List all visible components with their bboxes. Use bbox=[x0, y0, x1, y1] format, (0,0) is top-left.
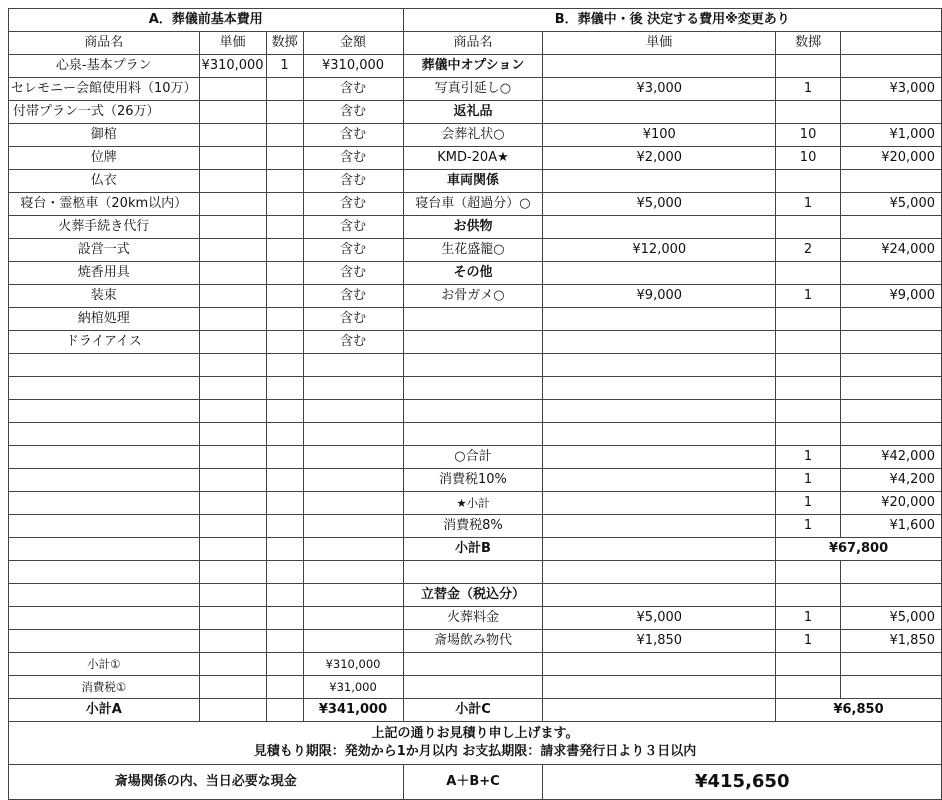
empty-cell bbox=[776, 55, 841, 78]
empty-cell bbox=[841, 262, 942, 285]
empty-cell bbox=[543, 331, 776, 354]
table-row bbox=[9, 446, 942, 469]
empty-cell bbox=[776, 354, 841, 377]
a-item-price bbox=[199, 239, 266, 262]
b-total-name: 消費税10% bbox=[403, 469, 543, 492]
a-item-qty bbox=[266, 262, 303, 285]
footer-message-row bbox=[9, 722, 942, 765]
b-item-name: 写真引延し○ bbox=[403, 78, 543, 101]
b-header: 単価 bbox=[543, 32, 776, 55]
b-category: その他 bbox=[403, 262, 543, 285]
empty-cell bbox=[199, 423, 266, 446]
empty-cell bbox=[543, 676, 776, 699]
a-item-name: 位牌 bbox=[9, 147, 200, 170]
a-item-qty bbox=[266, 239, 303, 262]
table-row bbox=[9, 423, 942, 446]
empty-cell bbox=[403, 377, 543, 400]
subtotal-a-value: ¥341,000 bbox=[303, 699, 403, 722]
section-b-title: B．葬儀中・後 決定する費用※変更あり bbox=[403, 9, 942, 32]
a-item-price bbox=[199, 170, 266, 193]
empty-cell bbox=[199, 400, 266, 423]
empty-cell bbox=[403, 308, 543, 331]
a-header: 数掷 bbox=[266, 32, 303, 55]
empty-cell bbox=[199, 354, 266, 377]
advance-amount: ¥1,850 bbox=[841, 630, 942, 653]
empty-cell bbox=[776, 216, 841, 239]
b-total-name: ★小計 bbox=[403, 492, 543, 515]
empty-cell bbox=[543, 699, 776, 722]
empty-cell bbox=[9, 377, 200, 400]
empty-cell bbox=[199, 515, 266, 538]
empty-cell bbox=[303, 630, 403, 653]
empty-cell bbox=[543, 584, 776, 607]
empty-cell bbox=[266, 492, 303, 515]
a-header: 金額 bbox=[303, 32, 403, 55]
a-item-qty bbox=[266, 101, 303, 124]
a-item-qty bbox=[266, 285, 303, 308]
b-category: 返礼品 bbox=[403, 101, 543, 124]
a-item-amount: ¥310,000 bbox=[303, 55, 403, 78]
a-item-name: 設営一式 bbox=[9, 239, 200, 262]
a-item-name: 心泉-基本プラン bbox=[9, 55, 200, 78]
b-item-name: 会葬礼状○ bbox=[403, 124, 543, 147]
empty-cell bbox=[9, 584, 200, 607]
grand-total: ¥415,650 bbox=[543, 765, 942, 800]
b-item-price: ¥100 bbox=[543, 124, 776, 147]
b-total-name: 消費税8% bbox=[403, 515, 543, 538]
empty-cell bbox=[841, 584, 942, 607]
table-row bbox=[9, 354, 942, 377]
b-item-qty: 1 bbox=[776, 285, 841, 308]
table-row bbox=[9, 607, 942, 630]
subtotal1-label: 小計① bbox=[9, 653, 200, 676]
b-item-name: 寝台車（超過分）○ bbox=[403, 193, 543, 216]
empty-cell bbox=[303, 584, 403, 607]
b-category: お供物 bbox=[403, 216, 543, 239]
b-total-qty: 1 bbox=[776, 446, 841, 469]
empty-cell bbox=[776, 400, 841, 423]
b-item-name: KMD-20A★ bbox=[403, 147, 543, 170]
advance-price: ¥5,000 bbox=[543, 607, 776, 630]
header-row bbox=[9, 32, 942, 55]
empty-cell bbox=[841, 216, 942, 239]
empty-cell bbox=[9, 538, 200, 561]
empty-cell bbox=[841, 676, 942, 699]
empty-cell bbox=[841, 308, 942, 331]
table-row bbox=[9, 561, 942, 584]
empty-cell bbox=[303, 423, 403, 446]
empty-cell bbox=[543, 170, 776, 193]
b-total-qty: 1 bbox=[776, 515, 841, 538]
table-row bbox=[9, 216, 942, 239]
empty-cell bbox=[266, 676, 303, 699]
b-item-qty: 1 bbox=[776, 193, 841, 216]
empty-cell bbox=[403, 354, 543, 377]
subtotal1-row bbox=[9, 653, 942, 676]
advance-name: 斎場飲み物代 bbox=[403, 630, 543, 653]
a-item-amount: 含む bbox=[303, 124, 403, 147]
empty-cell bbox=[303, 446, 403, 469]
a-item-name: 装束 bbox=[9, 285, 200, 308]
empty-cell bbox=[403, 676, 543, 699]
subtotal-c-value: ¥6,850 bbox=[776, 699, 942, 722]
tax1-label: 消費税① bbox=[9, 676, 200, 699]
a-item-qty bbox=[266, 170, 303, 193]
empty-cell bbox=[303, 515, 403, 538]
table-row bbox=[9, 239, 942, 262]
a-item-price bbox=[199, 262, 266, 285]
a-item-price bbox=[199, 78, 266, 101]
b-category: 車両関係 bbox=[403, 170, 543, 193]
table-row bbox=[9, 308, 942, 331]
a-item-qty bbox=[266, 124, 303, 147]
empty-cell bbox=[266, 630, 303, 653]
a-item-amount: 含む bbox=[303, 331, 403, 354]
empty-cell bbox=[266, 446, 303, 469]
b-item-amount: ¥24,000 bbox=[841, 239, 942, 262]
a-item-price bbox=[199, 124, 266, 147]
advance-qty: 1 bbox=[776, 630, 841, 653]
empty-cell bbox=[199, 607, 266, 630]
empty-cell bbox=[776, 561, 841, 584]
a-header: 商品名 bbox=[9, 32, 200, 55]
b-item-qty: 2 bbox=[776, 239, 841, 262]
empty-cell bbox=[9, 423, 200, 446]
a-item-name: 火葬手続き代行 bbox=[9, 216, 200, 239]
empty-cell bbox=[266, 607, 303, 630]
empty-cell bbox=[543, 653, 776, 676]
table-row bbox=[9, 469, 942, 492]
table-row bbox=[9, 55, 942, 78]
empty-cell bbox=[543, 262, 776, 285]
subtotal-b-label: 小計B bbox=[403, 538, 543, 561]
empty-cell bbox=[303, 607, 403, 630]
subtotal-b-row bbox=[9, 538, 942, 561]
advance-title-row bbox=[9, 584, 942, 607]
empty-cell bbox=[303, 400, 403, 423]
empty-cell bbox=[543, 492, 776, 515]
empty-cell bbox=[266, 699, 303, 722]
empty-cell bbox=[266, 400, 303, 423]
subtotal-a-c-row bbox=[9, 699, 942, 722]
section-title-row bbox=[9, 9, 942, 32]
a-item-price bbox=[199, 216, 266, 239]
a-item-name: 付帯プラン一式（26万） bbox=[9, 101, 200, 124]
b-item-price: ¥5,000 bbox=[543, 193, 776, 216]
empty-cell bbox=[303, 377, 403, 400]
empty-cell bbox=[9, 515, 200, 538]
a-item-qty bbox=[266, 193, 303, 216]
empty-cell bbox=[266, 423, 303, 446]
empty-cell bbox=[841, 331, 942, 354]
a-item-name: 仏衣 bbox=[9, 170, 200, 193]
section-a-title: A．葬儀前基本費用 bbox=[9, 9, 404, 32]
b-total-amount: ¥20,000 bbox=[841, 492, 942, 515]
empty-cell bbox=[199, 377, 266, 400]
b-total-qty: 1 bbox=[776, 492, 841, 515]
b-total-name: ○合計 bbox=[403, 446, 543, 469]
empty-cell bbox=[9, 561, 200, 584]
empty-cell bbox=[303, 538, 403, 561]
b-total-amount: ¥4,200 bbox=[841, 469, 942, 492]
empty-cell bbox=[266, 515, 303, 538]
a-item-name: 納棺処理 bbox=[9, 308, 200, 331]
empty-cell bbox=[776, 308, 841, 331]
empty-cell bbox=[841, 561, 942, 584]
a-item-qty: 1 bbox=[266, 55, 303, 78]
a-item-amount: 含む bbox=[303, 193, 403, 216]
table-row bbox=[9, 630, 942, 653]
a-item-price bbox=[199, 147, 266, 170]
empty-cell bbox=[303, 492, 403, 515]
b-header: 数掷 bbox=[776, 32, 841, 55]
empty-cell bbox=[841, 55, 942, 78]
subtotal-b-value: ¥67,800 bbox=[776, 538, 942, 561]
empty-cell bbox=[199, 561, 266, 584]
empty-cell bbox=[9, 354, 200, 377]
a-header: 単価 bbox=[199, 32, 266, 55]
b-item-price: ¥2,000 bbox=[543, 147, 776, 170]
empty-cell bbox=[266, 354, 303, 377]
b-item-amount: ¥9,000 bbox=[841, 285, 942, 308]
a-item-qty bbox=[266, 331, 303, 354]
a-item-amount: 含む bbox=[303, 216, 403, 239]
empty-cell bbox=[266, 469, 303, 492]
empty-cell bbox=[403, 331, 543, 354]
empty-cell bbox=[303, 561, 403, 584]
b-item-amount: ¥5,000 bbox=[841, 193, 942, 216]
empty-cell bbox=[9, 400, 200, 423]
a-item-price bbox=[199, 331, 266, 354]
a-item-name: 寝台・霊柩車（20km以内） bbox=[9, 193, 200, 216]
empty-cell bbox=[266, 584, 303, 607]
a-item-amount: 含む bbox=[303, 239, 403, 262]
empty-cell bbox=[776, 584, 841, 607]
table-row bbox=[9, 492, 942, 515]
empty-cell bbox=[543, 538, 776, 561]
empty-cell bbox=[403, 653, 543, 676]
tax1-row bbox=[9, 676, 942, 699]
b-item-amount: ¥3,000 bbox=[841, 78, 942, 101]
b-item-price: ¥3,000 bbox=[543, 78, 776, 101]
empty-cell bbox=[199, 653, 266, 676]
b-item-price: ¥9,000 bbox=[543, 285, 776, 308]
advance-title: 立替金（税込分） bbox=[403, 584, 543, 607]
a-item-qty bbox=[266, 78, 303, 101]
formula-label: A＋B+C bbox=[403, 765, 543, 800]
empty-cell bbox=[841, 653, 942, 676]
empty-cell bbox=[543, 469, 776, 492]
b-item-price: ¥12,000 bbox=[543, 239, 776, 262]
a-item-amount: 含む bbox=[303, 101, 403, 124]
empty-cell bbox=[841, 377, 942, 400]
footer-message bbox=[9, 722, 942, 765]
empty-cell bbox=[543, 400, 776, 423]
empty-cell bbox=[199, 584, 266, 607]
b-header: 商品名 bbox=[403, 32, 543, 55]
table-row bbox=[9, 101, 942, 124]
empty-cell bbox=[543, 515, 776, 538]
empty-cell bbox=[266, 538, 303, 561]
empty-cell bbox=[543, 308, 776, 331]
table-row bbox=[9, 193, 942, 216]
empty-cell bbox=[841, 354, 942, 377]
a-item-price: ¥310,000 bbox=[199, 55, 266, 78]
empty-cell bbox=[776, 170, 841, 193]
empty-cell bbox=[266, 561, 303, 584]
advance-amount: ¥5,000 bbox=[841, 607, 942, 630]
empty-cell bbox=[303, 354, 403, 377]
advance-name: 火葬料金 bbox=[403, 607, 543, 630]
cash-label: 斎場関係の内、当日必要な現金 bbox=[9, 765, 404, 800]
empty-cell bbox=[303, 469, 403, 492]
b-item-amount: ¥20,000 bbox=[841, 147, 942, 170]
empty-cell bbox=[841, 170, 942, 193]
table-row bbox=[9, 170, 942, 193]
empty-cell bbox=[199, 699, 266, 722]
b-category: 葬儀中オプション bbox=[403, 55, 543, 78]
table-row bbox=[9, 400, 942, 423]
empty-cell bbox=[543, 216, 776, 239]
advance-qty: 1 bbox=[776, 607, 841, 630]
empty-cell bbox=[543, 354, 776, 377]
subtotal1-value: ¥310,000 bbox=[303, 653, 403, 676]
empty-cell bbox=[776, 377, 841, 400]
empty-cell bbox=[403, 423, 543, 446]
table-row bbox=[9, 78, 942, 101]
a-item-price bbox=[199, 193, 266, 216]
subtotal-c-label: 小計C bbox=[403, 699, 543, 722]
empty-cell bbox=[199, 630, 266, 653]
empty-cell bbox=[776, 101, 841, 124]
b-total-amount: ¥42,000 bbox=[841, 446, 942, 469]
empty-cell bbox=[199, 676, 266, 699]
empty-cell bbox=[199, 538, 266, 561]
empty-cell bbox=[841, 101, 942, 124]
a-item-amount: 含む bbox=[303, 147, 403, 170]
a-item-price bbox=[199, 285, 266, 308]
empty-cell bbox=[543, 423, 776, 446]
empty-cell bbox=[403, 400, 543, 423]
table-row bbox=[9, 262, 942, 285]
a-item-qty bbox=[266, 216, 303, 239]
empty-cell bbox=[266, 653, 303, 676]
grand-total-row bbox=[9, 765, 942, 800]
empty-cell bbox=[199, 446, 266, 469]
a-item-qty bbox=[266, 147, 303, 170]
b-total-qty: 1 bbox=[776, 469, 841, 492]
empty-cell bbox=[199, 469, 266, 492]
empty-cell bbox=[543, 101, 776, 124]
empty-cell bbox=[543, 561, 776, 584]
empty-cell bbox=[9, 630, 200, 653]
a-item-qty bbox=[266, 308, 303, 331]
table-row bbox=[9, 124, 942, 147]
table-row bbox=[9, 285, 942, 308]
empty-cell bbox=[9, 492, 200, 515]
empty-cell bbox=[543, 55, 776, 78]
a-item-name: 御棺 bbox=[9, 124, 200, 147]
empty-cell bbox=[543, 377, 776, 400]
advance-price: ¥1,850 bbox=[543, 630, 776, 653]
empty-cell bbox=[776, 653, 841, 676]
tax1-value: ¥31,000 bbox=[303, 676, 403, 699]
empty-cell bbox=[199, 492, 266, 515]
footer-line1: 上記の通りお見積り申し上げます。 bbox=[371, 726, 579, 741]
a-item-amount: 含む bbox=[303, 78, 403, 101]
empty-cell bbox=[776, 331, 841, 354]
a-item-price bbox=[199, 101, 266, 124]
a-item-amount: 含む bbox=[303, 285, 403, 308]
empty-cell bbox=[266, 377, 303, 400]
a-item-price bbox=[199, 308, 266, 331]
a-item-name: セレモニー会館使用料（10万） bbox=[9, 78, 200, 101]
empty-cell bbox=[403, 561, 543, 584]
b-item-name: お骨ガメ○ bbox=[403, 285, 543, 308]
empty-cell bbox=[9, 469, 200, 492]
empty-cell bbox=[776, 262, 841, 285]
empty-cell bbox=[543, 446, 776, 469]
table-row bbox=[9, 147, 942, 170]
b-item-qty: 10 bbox=[776, 147, 841, 170]
a-item-amount: 含む bbox=[303, 262, 403, 285]
a-item-name: 焼香用具 bbox=[9, 262, 200, 285]
empty-cell bbox=[841, 400, 942, 423]
b-item-qty: 10 bbox=[776, 124, 841, 147]
empty-cell bbox=[9, 446, 200, 469]
b-header bbox=[841, 32, 942, 55]
estimate-table bbox=[8, 8, 942, 800]
a-item-amount: 含む bbox=[303, 308, 403, 331]
table-row bbox=[9, 331, 942, 354]
b-item-amount: ¥1,000 bbox=[841, 124, 942, 147]
b-item-qty: 1 bbox=[776, 78, 841, 101]
a-item-name: ドライアイス bbox=[9, 331, 200, 354]
a-item-amount: 含む bbox=[303, 170, 403, 193]
empty-cell bbox=[9, 607, 200, 630]
footer-line2: 見積もり期限：発効から1か月以内 お支払期限：請求書発行日より３日以内 bbox=[253, 744, 697, 759]
empty-cell bbox=[776, 423, 841, 446]
table-row bbox=[9, 377, 942, 400]
table-row bbox=[9, 515, 942, 538]
b-item-name: 生花盛籠○ bbox=[403, 239, 543, 262]
subtotal-a-label: 小計A bbox=[9, 699, 200, 722]
b-total-amount: ¥1,600 bbox=[841, 515, 942, 538]
empty-cell bbox=[841, 423, 942, 446]
empty-cell bbox=[776, 676, 841, 699]
